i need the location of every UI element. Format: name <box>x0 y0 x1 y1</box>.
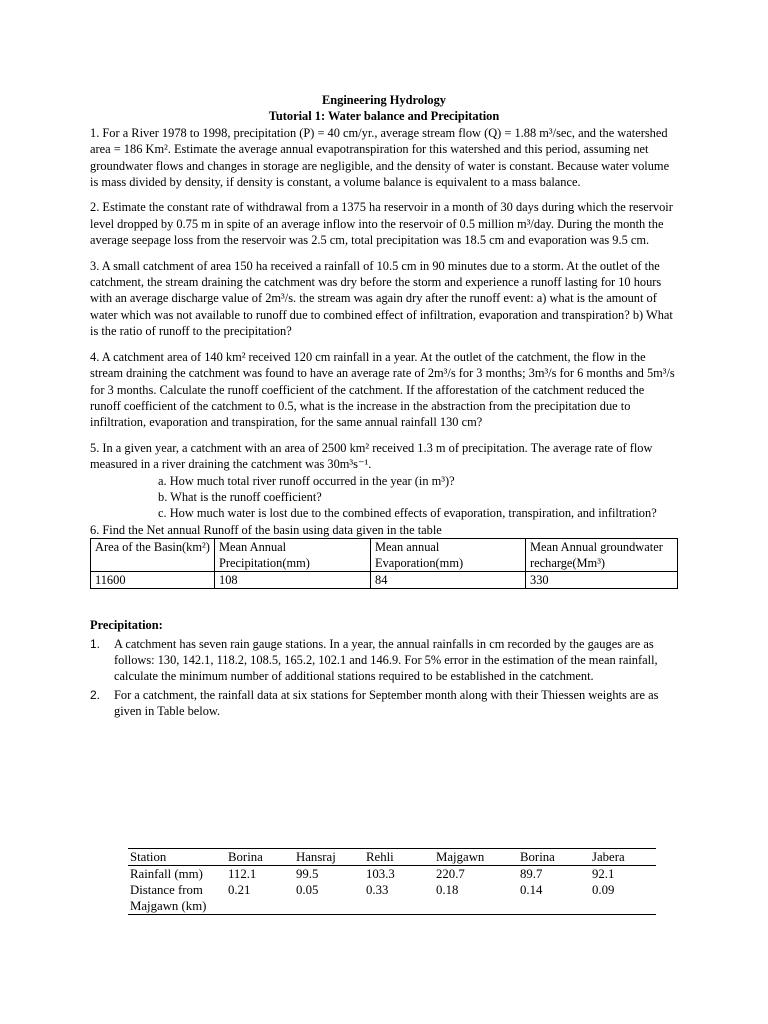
tutorial-title: Tutorial 1: Water balance and Precipitation <box>268 109 500 124</box>
table-cell: 99.5 <box>296 867 319 881</box>
table-header-row <box>128 849 656 866</box>
question-4: 4. A catchment area of 140 km² received 120 cm rainfall in a year. At the outlet of the catchment, the flow in the stream draining the catchment was found to have an average rate of 2m³/s for 3 months; 3m³/s for 6 months and 5m³/s for 3 months. Calculate the runoff coefficient of the catchment. If the afforestation of the catchment reduced the runoff coefficient of the catchment to 0.5, what is the increase in the abstraction from the precipitation due to infiltration, evaporation and transpiration, for the same annual rainfall 130 cm? <box>90 349 675 430</box>
question-3: 3. A small catchment of area 150 ha received a rainfall of 10.5 cm in 90 minutes due to a storm. At the outlet of the catchment, the stream draining the catchment was dry before the storm and experience a runoff lasting for 10 hours with an average discharge value of 2m³/s. the stream was again dry after the runoff event: a) what is the amount of water which was not available to runoff due to combined effect of infiltration, evaporation and transpiration? b) What is the ratio of runoff to the precipitation? <box>90 258 673 339</box>
table-cell: 0.18 <box>434 882 518 915</box>
question-1: 1. For a River 1978 to 1998, precipitation (P) = 40 cm/yr., average stream flow (Q) = 1.88 m³/sec, and the watershed area = 186 Km². Estimate the average annual evapotranspiration for this watershed and this period, assuming net groundwater flows and changes in storage are negligible, and the density of water is constant. Because water volume is mass divided by density, if density is constant, a volume balance is equivalent to a mass balance. <box>90 125 670 190</box>
table-cell: 108 <box>215 572 371 589</box>
list-item <box>90 687 678 720</box>
table-row <box>91 572 678 589</box>
list-item <box>90 636 678 685</box>
table-cell: Distance from Majgawn (km) <box>128 882 226 915</box>
table-header-cell: Mean Annual groundwater recharge(Mm³) <box>526 539 678 572</box>
table-cell: Rainfall (mm) <box>130 867 203 881</box>
question-5c: c. How much water is lost due to the combined effects of evaporation, transpiration, and infiltration? <box>158 506 657 521</box>
table-cell: 0.21 <box>226 882 294 915</box>
table-cell: 330 <box>526 572 678 589</box>
list-number: 2. <box>90 687 101 702</box>
table-header-cell: Station <box>128 849 226 866</box>
table-row <box>128 866 656 883</box>
course-title: Engineering Hydrology <box>321 93 447 107</box>
table-cell: 112.1 <box>228 867 257 881</box>
table-cell: 0.05 <box>294 882 364 915</box>
table-header-cell: Borina <box>226 849 294 866</box>
question-5-text: 5. In a given year, a catchment with an area of 2500 km² received 1.3 m of precipitation. The average rate of flow measured in a river draining the catchment was 30m³s⁻¹. <box>90 440 653 472</box>
table-header-cell: Jabera <box>590 849 656 866</box>
question-6: 6. Find the Net annual Runoff of the basin using data given in the table <box>90 522 442 537</box>
question-5a: a. How much total river runoff occurred in the year (in m³)? <box>158 473 455 488</box>
table-cell: 84 <box>371 572 526 589</box>
table-header-row <box>91 539 678 572</box>
table-cell: 92.1 <box>592 867 615 881</box>
basin-data-table <box>90 538 678 589</box>
table-header-cell: Area of the Basin(km²) <box>91 539 215 572</box>
table-header-cell: Majgawn <box>434 849 518 866</box>
table-cell: 89.7 <box>520 867 543 881</box>
question-5-subparts <box>158 473 678 522</box>
table-header-cell: Mean annual Evaporation(mm) <box>371 539 526 572</box>
table-header-cell: Borina <box>518 849 590 866</box>
table-cell: 103.3 <box>366 867 395 881</box>
table-cell: 0.09 <box>590 882 656 915</box>
question-2: 2. Estimate the constant rate of withdrawal from a 1375 ha reservoir in a month of 30 days during which the reservoir level dropped by 0.75 m in spite of an average inflow into the reservoir of 0.5 million m³/day. During the month the average seepage loss from the reservoir was 2.5 cm, total precipitation was 18.5 cm and evaporation was 9.5 cm. <box>90 200 673 248</box>
table-cell: 0.14 <box>518 882 590 915</box>
list-item-text: For a catchment, the rainfall data at six stations for September month along with their Thiessen weights are as given in Table below. <box>114 687 659 719</box>
table-header-cell: Mean Annual Precipitation(mm) <box>215 539 371 572</box>
list-number: 1. <box>90 636 101 651</box>
precipitation-list <box>90 636 678 720</box>
question-5b: b. What is the runoff coefficient? <box>158 489 322 504</box>
table-cell: 220.7 <box>436 867 465 881</box>
thiessen-table <box>128 848 656 915</box>
table-header-cell: Hansraj <box>294 849 364 866</box>
question-5 <box>90 440 678 522</box>
table-cell: 0.33 <box>364 882 434 915</box>
table-cell: 11600 <box>91 572 215 589</box>
list-item-text: A catchment has seven rain gauge stations. In a year, the annual rainfalls in cm recorded by the gauges are as follows: 130, 142.1, 118.2, 108.5, 165.2, 102.1 and 146.9. For 5% error in the estimation of the mean rainfall, calculate the minimum number of additional stations required to be established in the catchment. <box>114 636 658 684</box>
precipitation-heading: Precipitation: <box>90 618 163 633</box>
table-row <box>128 882 656 915</box>
table-header-cell: Rehli <box>364 849 434 866</box>
document-page <box>90 92 678 722</box>
